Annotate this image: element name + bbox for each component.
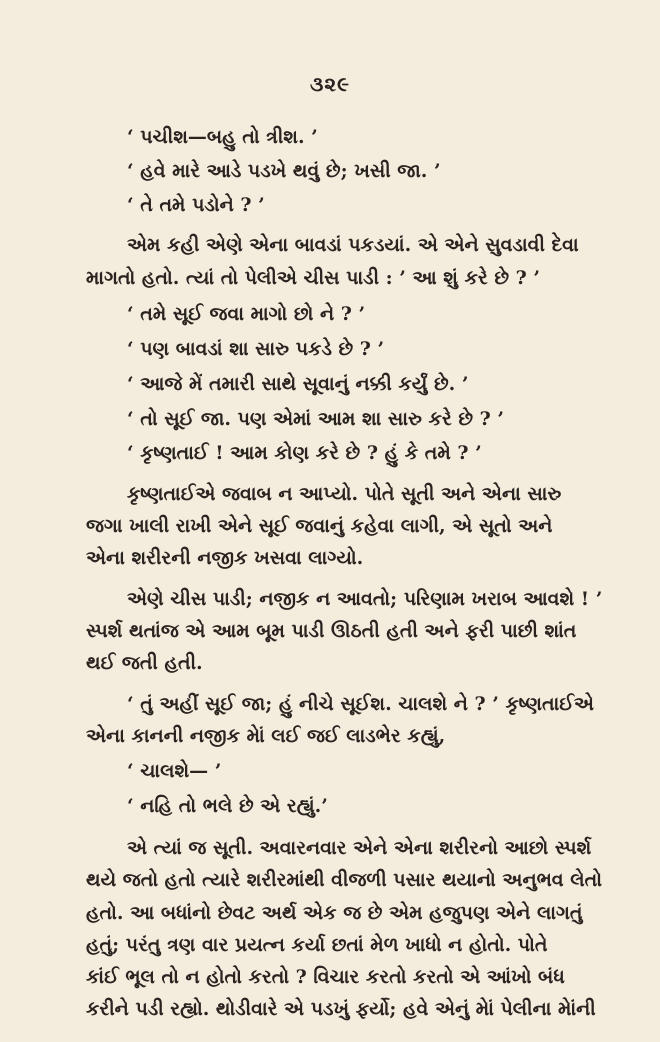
text-line: થયે જતો હતો ત્યારે શરીરમાંથી વીજળી પસાર થયાનો અનુભવ લેતો [86,869,602,891]
text-line: થઈ જતી હતી. [86,652,203,674]
text-line: ‘ કૃષ્ણતાઈ ! આમ કોણ કરે છે ? હું કે તમે ? ’ [127,442,482,464]
text-line: એના શરીરની નજીક ખસવા લાગ્યો. [86,547,364,569]
text-line: ‘ તમે સૂઈ જવા માગો છો ને ? ’ [127,303,366,325]
text-line: હતું; પરંતુ ત્રણ વાર પ્રયત્ન કર્યા છતાં મેળ ખાધો ન હોતો. પોતે [86,934,548,956]
text-line: હતો. આ બધાંનો છેવટ અર્થ એક જ છે એમ હજુપણ એને લાગતું [86,902,583,924]
text-line: ‘ આજે મેં તમારી સાથે સૂવાનું નક્કી કર્યું છે. ’ [127,373,469,395]
text-line: એના કાનની નજીક મેાં લઈ જઈ લાડભેર કહ્યું, [86,725,446,747]
text-line: જગા ખાલી રાખી એને સૂઈ જવાનું કહેવા લાગી, એ સૂતો અને [86,515,553,537]
text-line: ‘ તો સૂઈ જા. પણ એમાં આમ શા સારુ કરે છે ? ’ [127,408,505,430]
text-line: એણે ચીસ પાડી; નજીક ન આવતો; પરિણામ ખરાબ આવશે ! ’ [127,588,603,610]
text-line: એ ત્યાં જ સૂતી. અવારનવાર એને એના શરીરનો આછો સ્પર્શ [127,837,592,859]
text-line: ‘ તે તમે પડોને ? ’ [127,194,265,216]
text-line: માગતો હતો. ત્યાં તો પેલીએ ચીસ પાડી : ’ આ શું કરે છે ? ’ [86,267,541,289]
page-number: ૩૨૯ [310,72,350,96]
text-line: ‘ તું અહીં સૂઈ જા; હું નીચે સૂઈશ. ચાલશે ને ? ’ કૃષ્ણતાઈએ [127,693,594,715]
text-line: ‘ નહિ તો ભલે છે એ રહ્યું.’ [127,795,328,817]
text-line: કાંઈ ભૂલ તો ન હોતો કરતો ? વિચાર કરતો કરતો એ આંખો બંધ [86,966,565,988]
text-line: સ્પર્શ થતાંજ એ આમ બૂમ પાડી ઊઠતી હતી અને ફરી પાછી શાંત [86,620,577,642]
text-line: ‘ પણ બાવડાં શા સારુ પકડે છે ? ’ [127,338,385,360]
text-line: કૃષ્ણતાઈએ જવાબ ન આપ્યો. પોતે સૂતી અને એના સારુ [127,483,562,505]
text-line: ‘ ચાલશે— ’ [127,760,222,782]
text-line: એમ કહી એણે એના બાવડાં પકડયાં. એ એને સુવડાવી દેવા [127,234,579,256]
text-line: કરીને પડી રહ્યો. થોડીવારે એ પડખું ફર્યો; હવે એનું મેાં પેલીના મેાંની [86,998,596,1020]
text-line: ‘ પચીશ—બહુ તો ત્રીશ. ’ [127,126,318,148]
text-line: ‘ હવે મારે આડે પડખે થવું છે; ખસી જા. ’ [127,160,441,182]
